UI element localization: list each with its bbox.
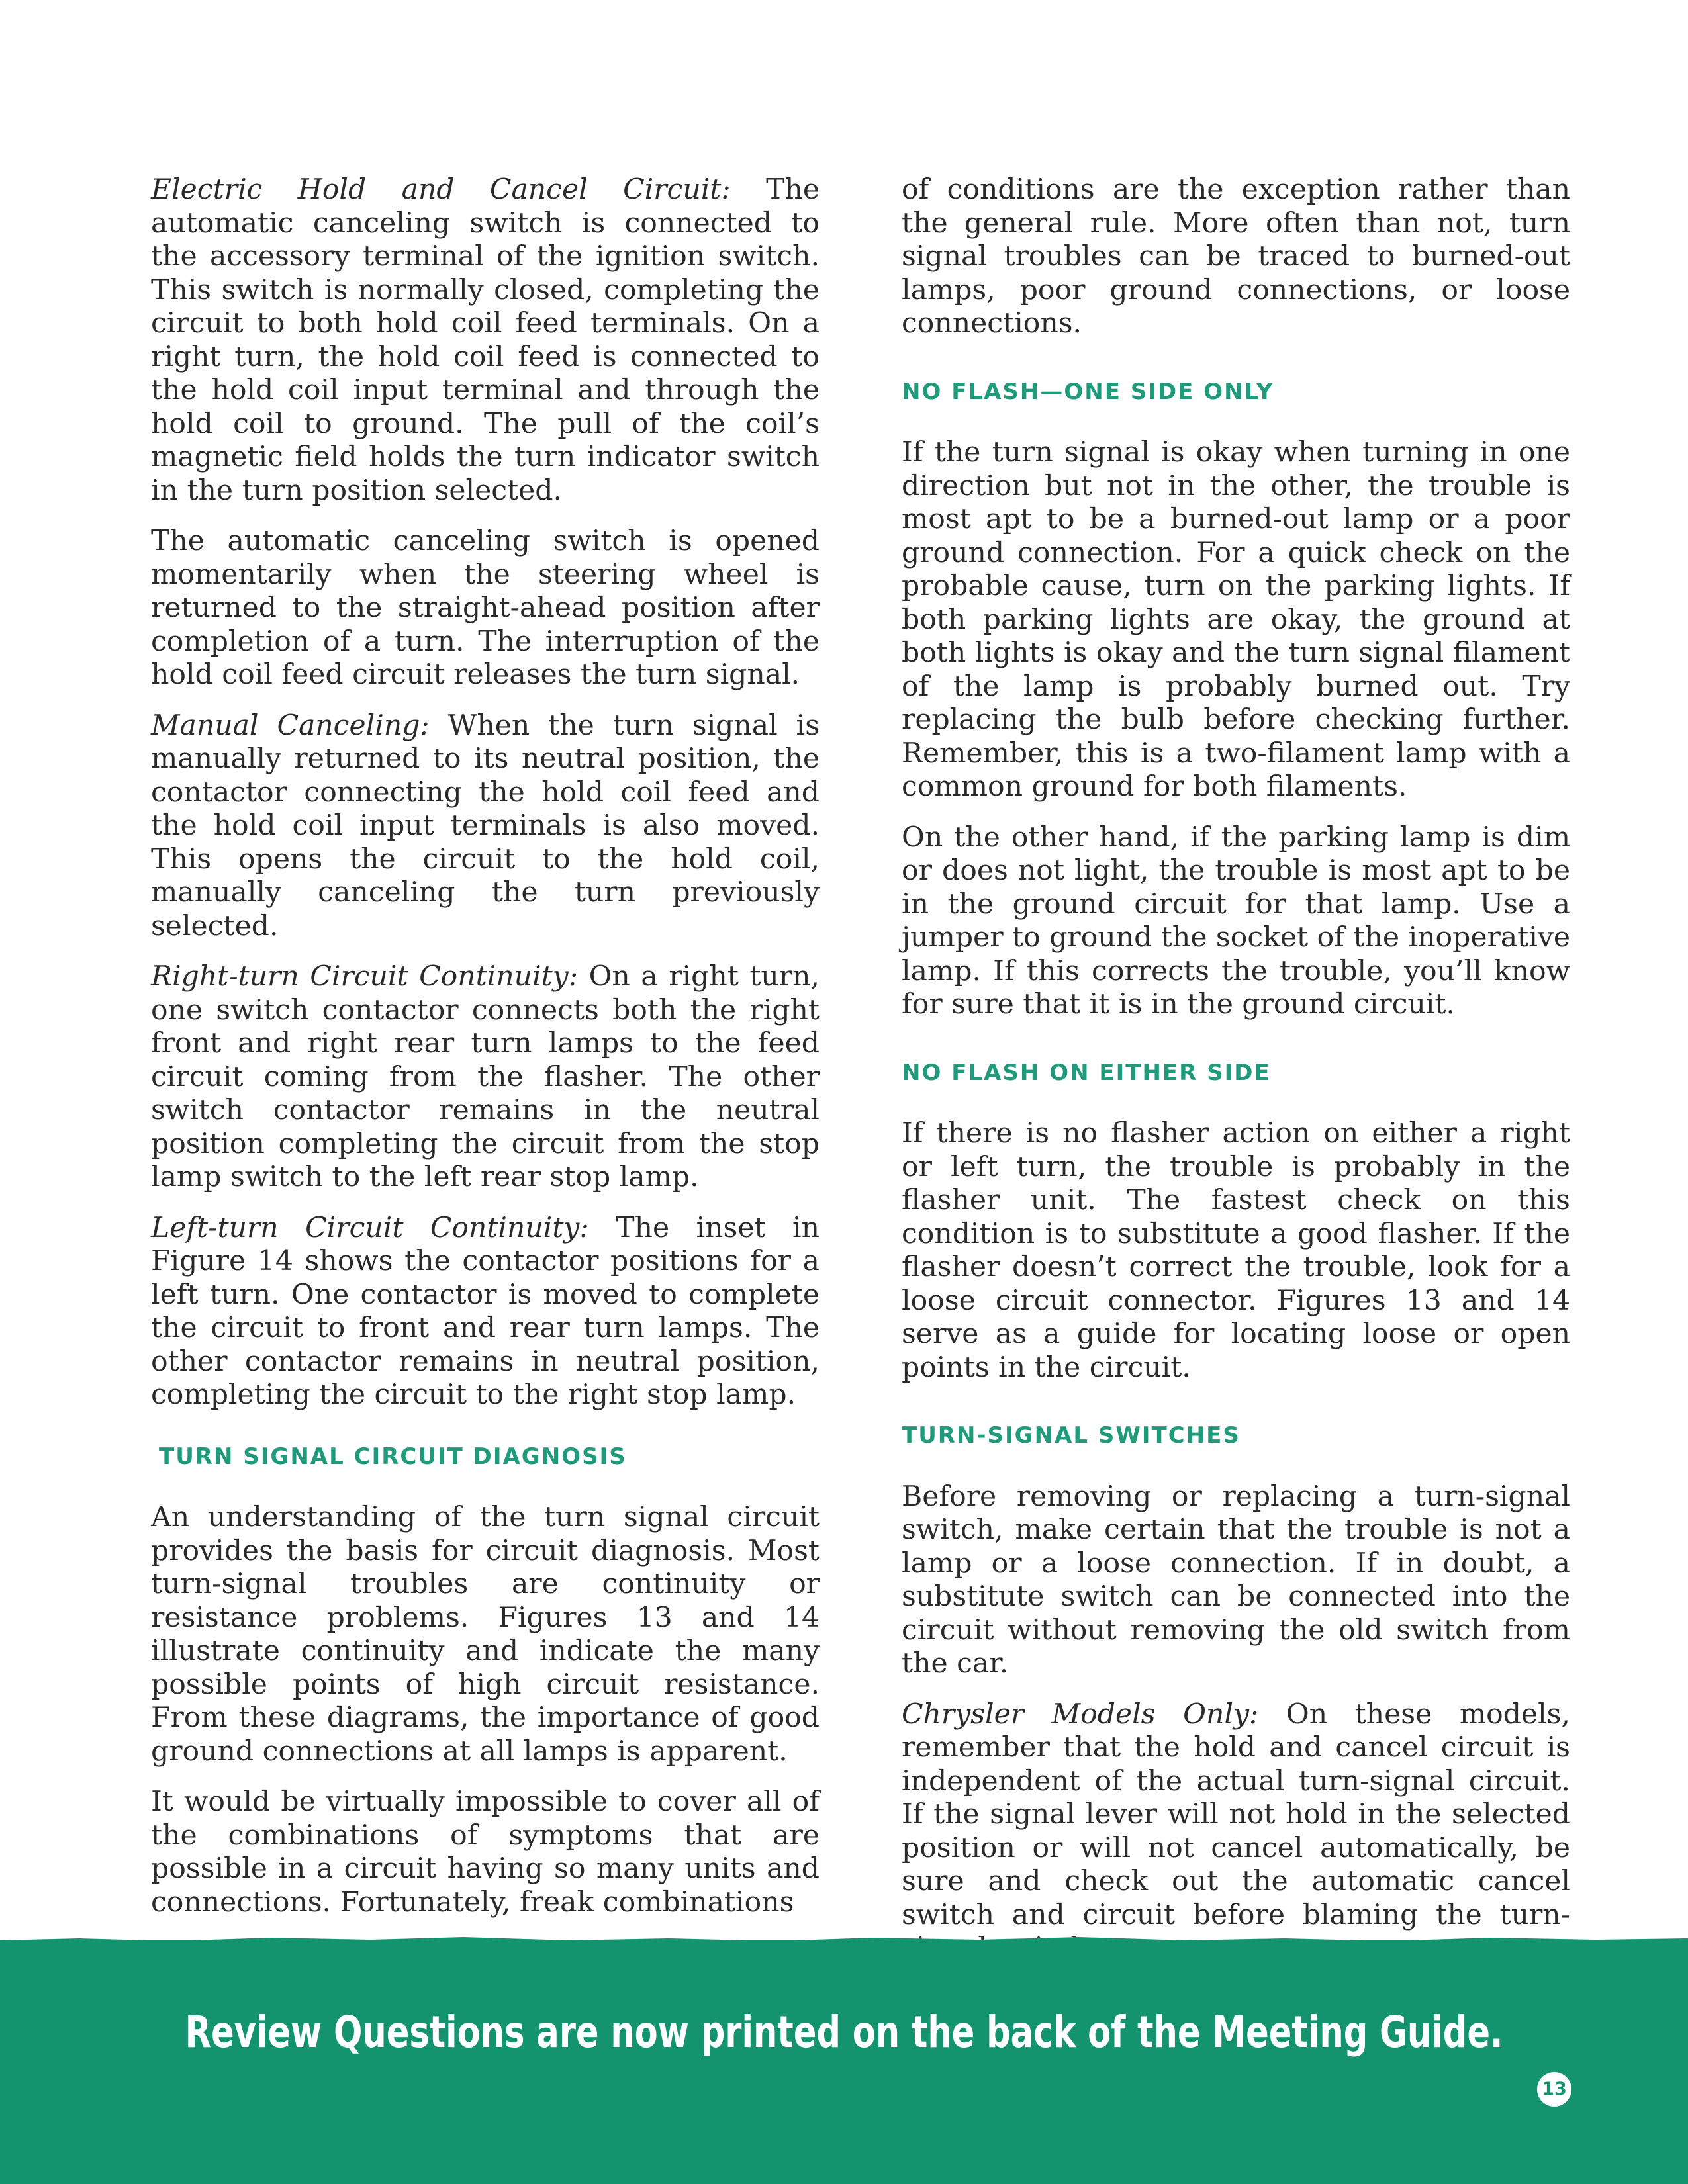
paragraph-lead: Left-turn Circuit Continuity: bbox=[151, 1211, 589, 1244]
page-number-badge: 13 bbox=[1537, 2072, 1571, 2107]
review-questions-notice: Review Questions are now printed on the back of the Meeting Guide. bbox=[185, 2007, 1503, 2058]
paragraph-left-turn bbox=[151, 1212, 820, 1412]
paragraph-text: When the turn signal is manually returned to its neutral position, the contactor connecting the hold coil feed and the hold coil input terminals is also moved. This opens the circuit to the hold coil, manually canceling the turn previously selected. bbox=[151, 709, 820, 942]
paragraph-one-direction bbox=[902, 436, 1570, 804]
heading-circuit-diagnosis: TURN SIGNAL CIRCUIT DIAGNOSIS bbox=[159, 1443, 627, 1470]
paragraph-combinations bbox=[151, 1786, 820, 1919]
paragraph-replacing-switch bbox=[902, 1480, 1570, 1681]
paragraph-lead: Chrysler Models Only: bbox=[902, 1698, 1259, 1731]
heading-turn-signal-switches: TURN-SIGNAL SWITCHES bbox=[902, 1422, 1241, 1449]
paragraph-text: If there is no flasher action on either a right or left turn, the trouble is probably in the flasher unit. The fastest check on this condition is to substitute a good flasher. If the flasher doesn’t correct the trouble, look for a loose circuit connector. Figures 13 and 14 serve as a guide for locating loose or open points in the circuit. bbox=[902, 1117, 1570, 1384]
paragraph-text: It would be virtually impossible to cover all of the combinations of symptoms that are possible in a circuit having so many units and connections. Fortunately, freak combinations bbox=[151, 1786, 820, 1919]
paragraph-text: The inset in Figure 14 shows the contactor positions for a left turn. One contactor is moved to complete the circuit to front and rear turn lamps. The other contactor remains in neutral position, completing the circuit to the right stop lamp. bbox=[151, 1211, 820, 1411]
paragraph-diagnosis bbox=[151, 1501, 820, 1768]
paragraph-text: If the turn signal is okay when turning in one direction but not in the other, the trouble is most apt to be a burned-out lamp or a poor ground connection. For a quick check on the probable cause, turn on the parking lights. If both parking lights are okay, the ground at both lights is okay and the turn signal filament of the lamp is probably burned out. Try replacing the bulb before checking further. Remember, this is a two-filament lamp with a common ground for both filaments. bbox=[902, 436, 1570, 803]
right-column bbox=[902, 173, 1570, 1966]
paragraph-text: On these models, remember that the hold and cancel circuit is independent of the actual turn-signal circuit. If the signal lever will not hold in the selected position or will not cancel automatically, be sure and check out the automatic cancel switch and circuit before blaming the turn- bbox=[902, 1698, 1570, 1931]
left-column bbox=[151, 173, 820, 1919]
heading-no-flash-one-side: NO FLASH—ONE SIDE ONLY bbox=[902, 378, 1274, 405]
footer-banner bbox=[0, 1940, 1688, 2184]
paragraph-text: of conditions are the exception rather than the general rule. More often than not, turn signal troubles can be traced to burned-out lamps, poor ground connections, or loose connections. bbox=[902, 173, 1570, 340]
torn-edge bbox=[0, 1930, 1688, 1943]
paragraph-parking-lamp bbox=[902, 821, 1570, 1022]
paragraph-lead: Electric Hold and Cancel Circuit: bbox=[151, 173, 731, 206]
paragraph-text: On a right turn, one switch contactor connects both the right front and right rear turn lamps to the feed circuit coming from the flasher. The other switch contactor remains in the neutral position completing the circuit from the stop lamp switch to the left rear stop lamp. bbox=[151, 960, 820, 1193]
paragraph-chrysler-models bbox=[902, 1698, 1570, 1966]
paragraph-conditions bbox=[902, 173, 1570, 341]
paragraph-text: The automatic canceling switch is opened momentarily when the steering wheel is returned to the straight-ahead position after completion of a turn. The interruption of the hold coil feed circuit releases the turn signal. bbox=[151, 525, 820, 691]
paragraph-text: The automatic canceling switch is connected to the accessory terminal of the ignition switch. This switch is normally closed, completing the circuit to both hold coil feed terminals. On a right turn, the hold coil feed is connected to the hold coil input terminal and through the hold coil to ground. The pull of the coil’s magnetic field holds the turn indicator switch in the turn position selected. bbox=[151, 173, 820, 507]
paragraph-text: On the other hand, if the parking lamp is dim or does not light, the trouble is most apt to be in the ground circuit for that lamp. Use a jumper to ground the socket of the inoperative lamp. If this corrects the trouble, you’ll know for sure that it is in the ground circuit. bbox=[902, 821, 1570, 1021]
paragraph-text: Before removing or replacing a turn-signal switch, make certain that the trouble is not a lamp or a loose connection. If in doubt, a substitute switch can be connected into the circuit without removing the old switch from the car. bbox=[902, 1480, 1570, 1680]
paragraph-right-turn bbox=[151, 960, 820, 1195]
paragraph-lead: Manual Canceling: bbox=[151, 709, 430, 742]
paragraph-lead: Right-turn Circuit Continuity: bbox=[151, 960, 579, 993]
paragraph-electric-hold bbox=[151, 173, 820, 508]
heading-no-flash-either-side: NO FLASH ON EITHER SIDE bbox=[902, 1059, 1271, 1086]
paragraph-flasher-unit bbox=[902, 1117, 1570, 1385]
paragraph-canceling-switch bbox=[151, 525, 820, 692]
paragraph-manual-canceling bbox=[151, 709, 820, 944]
paragraph-text: An understanding of the turn signal circuit provides the basis for circuit diagnosis. Most turn-signal troubles are continuity or resistance problems. Figures 13 and 14 illustrate continuity and indicate the many possible points of high circuit resistance. From these diagrams, the importance of good ground connections at all lamps is apparent. bbox=[151, 1501, 820, 1768]
